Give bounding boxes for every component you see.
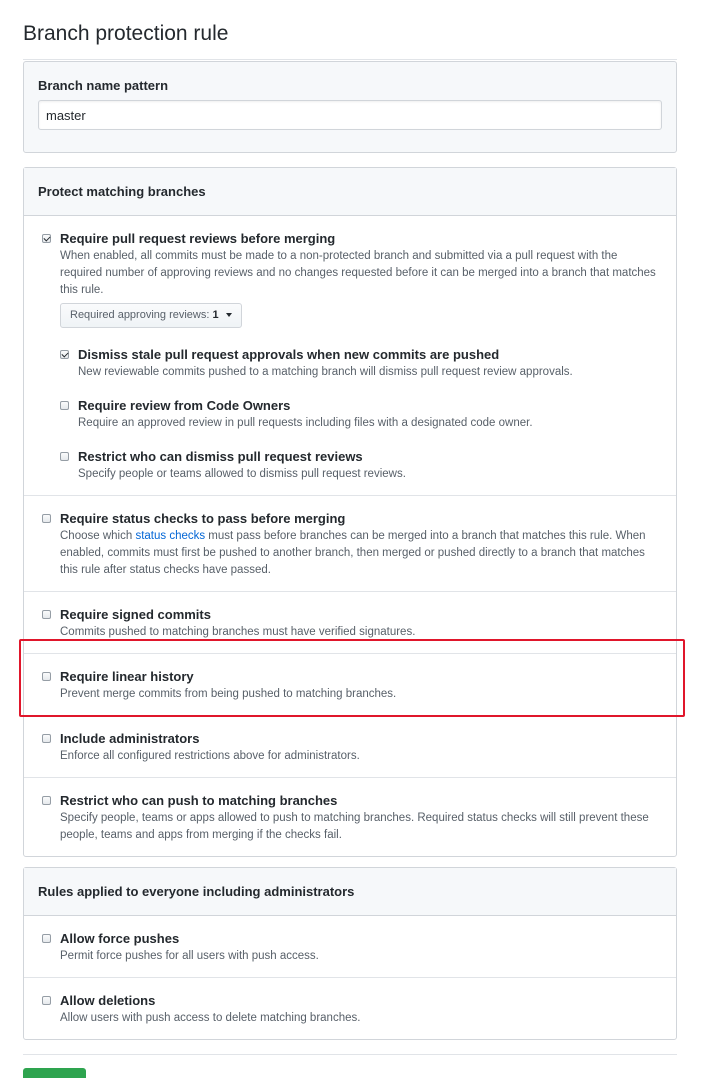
branch-pattern-label: Branch name pattern — [38, 78, 169, 93]
status-checks-desc: Choose which status checks must pass before branches can be merged into a branch that matches this rule. When enabled, commits must first be pushed to another branch, then merged or pushed directly to a branch that matches this rule after status checks have passed. — [60, 530, 646, 576]
deletions-desc: Allow users with push access to delete matching branches. — [60, 1012, 361, 1024]
linear-history-row — [24, 653, 676, 716]
restrict-push-checkbox[interactable] — [42, 796, 51, 805]
require-reviews-checkbox[interactable] — [42, 234, 51, 243]
branch-pattern-input[interactable] — [38, 100, 662, 130]
include-admins-desc: Enforce all configured restrictions above for administrators. — [60, 750, 360, 762]
restrict-push-row — [24, 778, 676, 856]
include-admins-row — [24, 716, 676, 778]
deletions-checkbox[interactable] — [42, 996, 51, 1005]
status-checks-row — [24, 496, 676, 592]
protect-section-header: Protect matching branches — [24, 168, 676, 216]
protect-matching-branches-section — [23, 167, 677, 857]
signed-commits-title: Require signed commits — [60, 607, 211, 622]
require-reviews-title: Require pull request reviews before merging — [60, 231, 336, 246]
deletions-row — [24, 978, 676, 1039]
restrict-dismiss-desc: Specify people or teams allowed to dismiss pull request reviews. — [78, 468, 406, 480]
dismiss-stale-title: Dismiss stale pull request approvals when new commits are pushed — [78, 347, 500, 362]
signed-commits-row — [24, 592, 676, 654]
restrict-push-title: Restrict who can push to matching branches — [60, 793, 338, 808]
force-push-checkbox[interactable] — [42, 934, 51, 943]
force-push-desc: Permit force pushes for all users with push access. — [60, 950, 319, 962]
everyone-rules-section — [23, 867, 677, 1040]
everyone-section-header: Rules applied to everyone including administrators — [24, 868, 676, 916]
deletions-title: Allow deletions — [60, 993, 156, 1008]
code-owners-checkbox[interactable] — [60, 401, 69, 410]
dismiss-stale-row — [60, 346, 662, 381]
linear-history-desc: Prevent merge commits from being pushed to matching branches. — [60, 688, 397, 700]
code-owners-title: Require review from Code Owners — [78, 398, 291, 413]
code-owners-row — [60, 397, 662, 432]
required-reviews-value: 1 — [212, 309, 219, 321]
dismiss-stale-checkbox[interactable] — [60, 350, 69, 359]
required-reviews-dropdown[interactable] — [60, 303, 242, 328]
chevron-down-icon — [226, 313, 232, 317]
required-reviews-label: Required approving reviews: — [70, 309, 210, 321]
page-title: Branch protection rule — [23, 22, 677, 60]
signed-commits-checkbox[interactable] — [42, 610, 51, 619]
signed-commits-desc: Commits pushed to matching branches must have verified signatures. — [60, 626, 416, 638]
restrict-dismiss-title: Restrict who can dismiss pull request reviews — [78, 449, 363, 464]
require-reviews-desc: When enabled, all commits must be made to a non-protected branch and submitted via a pull request with the required number of approving reviews and no changes requested before it can be merged into a branch that matches this rule. — [60, 250, 656, 296]
include-admins-title: Include administrators — [60, 731, 200, 746]
branch-pattern-section — [23, 61, 677, 153]
require-reviews-row — [24, 216, 676, 496]
status-checks-checkbox[interactable] — [42, 514, 51, 523]
linear-history-title: Require linear history — [60, 669, 194, 684]
footer-divider — [23, 1054, 677, 1055]
force-push-row — [24, 916, 676, 978]
dismiss-stale-desc: New reviewable commits pushed to a matching branch will dismiss pull request review approvals. — [78, 366, 573, 378]
include-admins-checkbox[interactable] — [42, 734, 51, 743]
status-checks-title: Require status checks to pass before merging — [60, 511, 346, 526]
force-push-title: Allow force pushes — [60, 931, 180, 946]
restrict-push-desc: Specify people, teams or apps allowed to push to matching branches. Required status checks will still prevent these people, teams and apps from merging if the checks fail. — [60, 812, 649, 841]
restrict-dismiss-row — [60, 448, 662, 483]
restrict-dismiss-checkbox[interactable] — [60, 452, 69, 461]
linear-history-checkbox[interactable] — [42, 672, 51, 681]
status-checks-link[interactable]: status checks — [135, 530, 206, 542]
code-owners-desc: Require an approved review in pull requests including files with a designated code owner. — [78, 417, 533, 429]
